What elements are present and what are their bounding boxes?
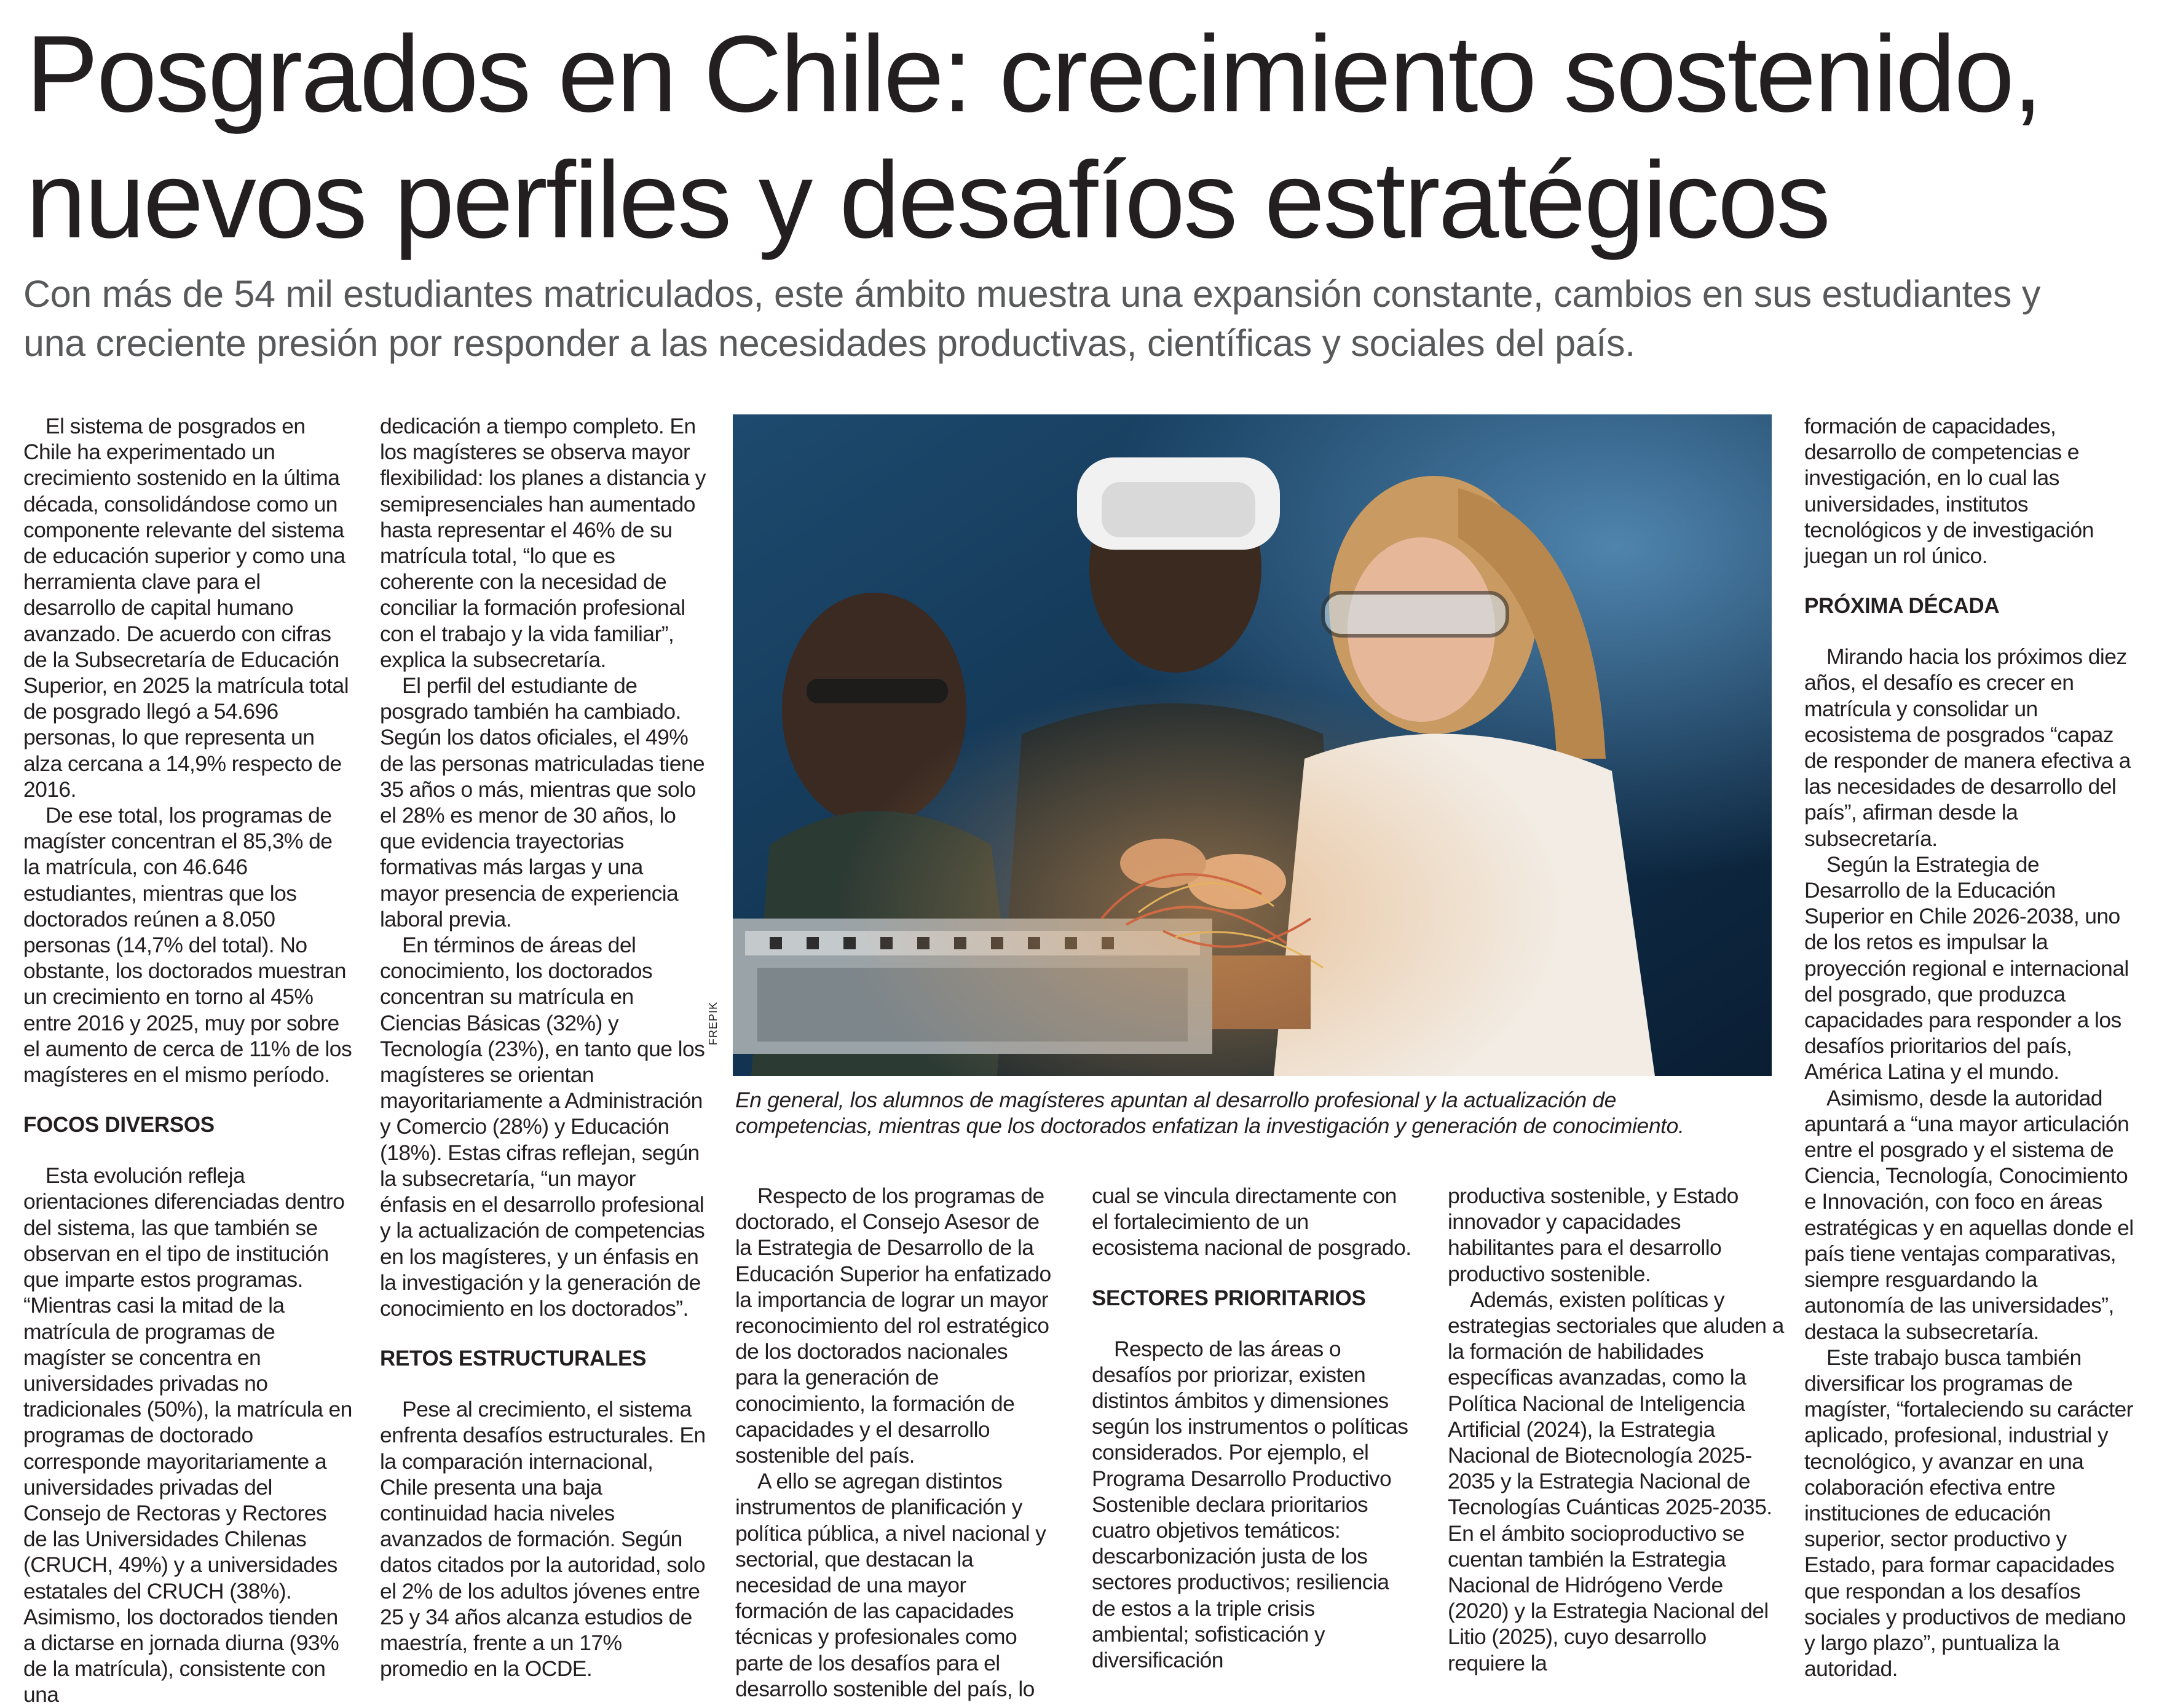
section-heading-proxima-decada: PRÓXIMA DÉCADA [1804, 594, 2000, 619]
paragraph: dedicación a tiempo completo. En los magísteres se observa mayor flexibilidad: los planes a distancia y semipresenciales han aumentado hasta representar el 46% de su matrícula total, “lo que es coherente con la necesidad de conciliar la formación profesional con el trabajo y la vida familiar”, explica la subsecretaría. [380, 414, 706, 672]
paragraph: Este trabajo busca también diversificar los programas de magíster, “fortaleciendo su carácter aplicado, profesional, industrial y tecnológico, y avanzar en una colaboración efectiva entre instituciones de educación superior, sector productivo y Estado, para formar capacidades que respondan a los desafíos sociales y productivos de mediano y largo plazo”, puntualiza la autoridad. [1804, 1345, 2133, 1682]
paragraph: A ello se agregan distintos instrumentos de planificación y política pública, a nivel nacional y sectorial, que destacan la necesidad de una mayor formación de las capacidades técnicas y profesionales como parte de los desafíos para el desarrollo sostenible del país, lo [735, 1469, 1046, 1701]
paragraph: Pese al crecimiento, el sistema enfrenta desafíos estructurales. En la comparación internacional, Chile presenta una baja continuidad hacia niveles avanzados de formación. Según datos citados por la autoridad, solo el 2% de los adultos jóvenes entre 25 y 34 años alcanza estudios de maestría, frente a un 17% promedio en la OCDE. [380, 1397, 706, 1682]
headline [26, 11, 2054, 263]
paragraph: Además, existen políticas y estrategias sectoriales que aluden a la formación de habilidades específicas avanzadas, como la Política Nacional de Inteligencia Artificial (2024), la Estrategia Nacional de Biotecnología 2025-2035 y la Estrategia Nacional de Tecnologías Cuánticas 2025-2035. En el ámbito socioproductivo se cuentan también la Estrategia Nacional de Hidrógeno Verde (2020) y la Estrategia Nacional del Litio (2025), cuyo desarrollo requiere la [1448, 1287, 1784, 1675]
photo-caption [735, 1087, 1774, 1139]
headline-line-1: Posgrados en Chile: crecimiento sostenido, [26, 13, 2042, 135]
paragraph: Según la Estrategia de Desarrollo de la Educación Superior en Chile 2026-2038, uno de los retos es impulsar la proyección regional e internacional del posgrado, que produzca capacidades para responder a los desafíos prioritarios del país, América Latina y el mundo. [1804, 852, 2129, 1085]
paragraph: El sistema de posgrados en Chile ha experimentado un crecimiento sostenido en la última década, consolidándose como un componente relevante del sistema de educación superior y como una herramienta clave para el desarrollo de capital humano avanzado. De acuerdo con cifras de la Subsecretaría de Educación Superior, en 2025 la matrícula total de posgrado llegó a 54.696 personas, lo que representa un alza cercana a 14,9% respecto de 2016. [23, 414, 349, 802]
article-column-5 [1448, 1183, 1786, 1687]
section-heading-sectores-prioritarios: SECTORES PRIORITARIOS [1092, 1286, 1366, 1310]
paragraph: En términos de áreas del conocimiento, los doctorados concentran su matrícula en Ciencias Básicas (32%) y Tecnología (23%), en tanto que los magísteres se orientan mayoritariamente a Administración y Comercio (28%) y Educación (18%). Estas cifras reflejan, según la subsecretaría, “un mayor énfasis en el desarrollo profesional y la actualización de competencias en los magísteres, y un énfasis en la investigación y la generación de conocimiento en los doctorados”. [380, 933, 705, 1321]
paragraph: productiva sostenible, y Estado innovador y capacidades habilitantes para el desarrollo productivo sostenible. [1448, 1184, 1739, 1286]
article-column-3 [735, 1183, 1055, 1701]
article-column-6 [1804, 413, 2136, 1698]
caption-line-1: En general, los alumnos de magísteres apuntan al desarrollo profesional y la actualización de [735, 1088, 1616, 1112]
paragraph: Mirando hacia los próximos diez años, el desafío es crecer en matrícula y consolidar un ecosistema de posgrados “capaz de responder de manera efectiva a las necesidades de desarrollo del país”, afirman desde la subsecretaría. [1804, 644, 2131, 851]
section-heading-retos-estructurales: RETOS ESTRUCTURALES [380, 1346, 647, 1371]
paragraph: Asimismo, desde la autoridad apuntará a “una mayor articulación entre el posgrado y el sistema de Ciencia, Tecnología, Conocimiento e Innovación, con foco en áreas estratégicas y en aquellas donde el país tiene ventajas comparativas, siempre resguardando la autonomía de las universidades”, destaca la subsecretaría. [1804, 1085, 2134, 1344]
article-photo [733, 414, 1772, 1076]
paragraph: De ese total, los programas de magíster concentran el 85,3% de la matrícula, con 46.646 estudiantes, mientras que los doctorados reúnen a 8.050 personas (14,7% del total). No obstante, los doctorados muestran un crecimiento en torno al 45% entre 2016 y 2025, muy por sobre el aumento de cerca de 11% de los magísteres en el mismo período. [23, 803, 352, 1088]
photo-illustration [733, 414, 1772, 1076]
paragraph: Respecto de los programas de doctorado, el Consejo Asesor de la Estrategia de Desarrollo de la Educación Superior ha enfatizado la importancia de lograr un mayor reconocimiento del rol estratégico de los doctorados nacionales para la generación de conocimiento, la formación de capacidades y el desarrollo sostenible del país. [735, 1184, 1051, 1468]
paragraph: cual se vincula directamente con el fortalecimiento de un ecosistema nacional de posgrado. [1092, 1184, 1411, 1260]
deck-line-2: una creciente presión por responder a las necesidades productivas, científicas y sociales del país. [23, 322, 1635, 364]
article-column-2 [380, 413, 706, 1698]
paragraph: El perfil del estudiante de posgrado también ha cambiado. Según los datos oficiales, el 49% de las personas matriculadas tiene 35 años o más, mientras que solo el 28% es menor de 30 años, lo que evidencia trayectorias formativas más largas y una mayor presencia de experiencia laboral previa. [380, 673, 705, 931]
paragraph: formación de capacidades, desarrollo de competencias e investigación, en lo cual las universidades, institutos tecnológicos y de investigación juegan un rol único. [1804, 414, 2094, 569]
article-column-4 [1092, 1183, 1411, 1687]
photo-credit: FREPIK [707, 1001, 719, 1045]
headline-line-2: nuevos perfiles y desafíos estratégicos [26, 139, 1829, 261]
caption-line-2: competencias, mientras que los doctorados enfatizan la investigación y generación de conocimiento. [735, 1113, 1684, 1138]
paragraph: Esta evolución refleja orientaciones diferenciadas dentro del sistema, las que también se observan en el tipo de institución que imparte estos programas. “Mientras casi la mitad de la matrícula de programas de magíster se concentra en universidades privadas no tradicionales (50%), la matrícula en programas de doctorado corresponde mayoritariamente a universidades privadas del Consejo de Rectoras y Rectores de las Universidades Chilenas (CRUCH, 49%) y a universidades estatales del CRUCH (38%). Asimismo, los doctorados tienden a dictarse en jornada diurna (93% de la matrícula), consistente con una [23, 1163, 352, 1707]
section-heading-focos-diversos: FOCOS DIVERSOS [23, 1113, 215, 1137]
deck-line-1: Con más de 54 mil estudiantes matriculados, este ámbito muestra una expansión constante, cambios en sus estudiantes y [23, 273, 2041, 315]
article-column-1 [23, 413, 354, 1707]
deck-subtitle [23, 269, 2150, 368]
paragraph: Respecto de las áreas o desafíos por priorizar, existen distintos ámbitos y dimensiones según los instrumentos o políticas considerados. Por ejemplo, el Programa Desarrollo Productivo Sostenible declara prioritarios cuatro objetivos temáticos: descarbonización justa de los sectores productivos; resiliencia de estos a la triple crisis ambiental; sofisticación y diversificación [1092, 1336, 1408, 1673]
